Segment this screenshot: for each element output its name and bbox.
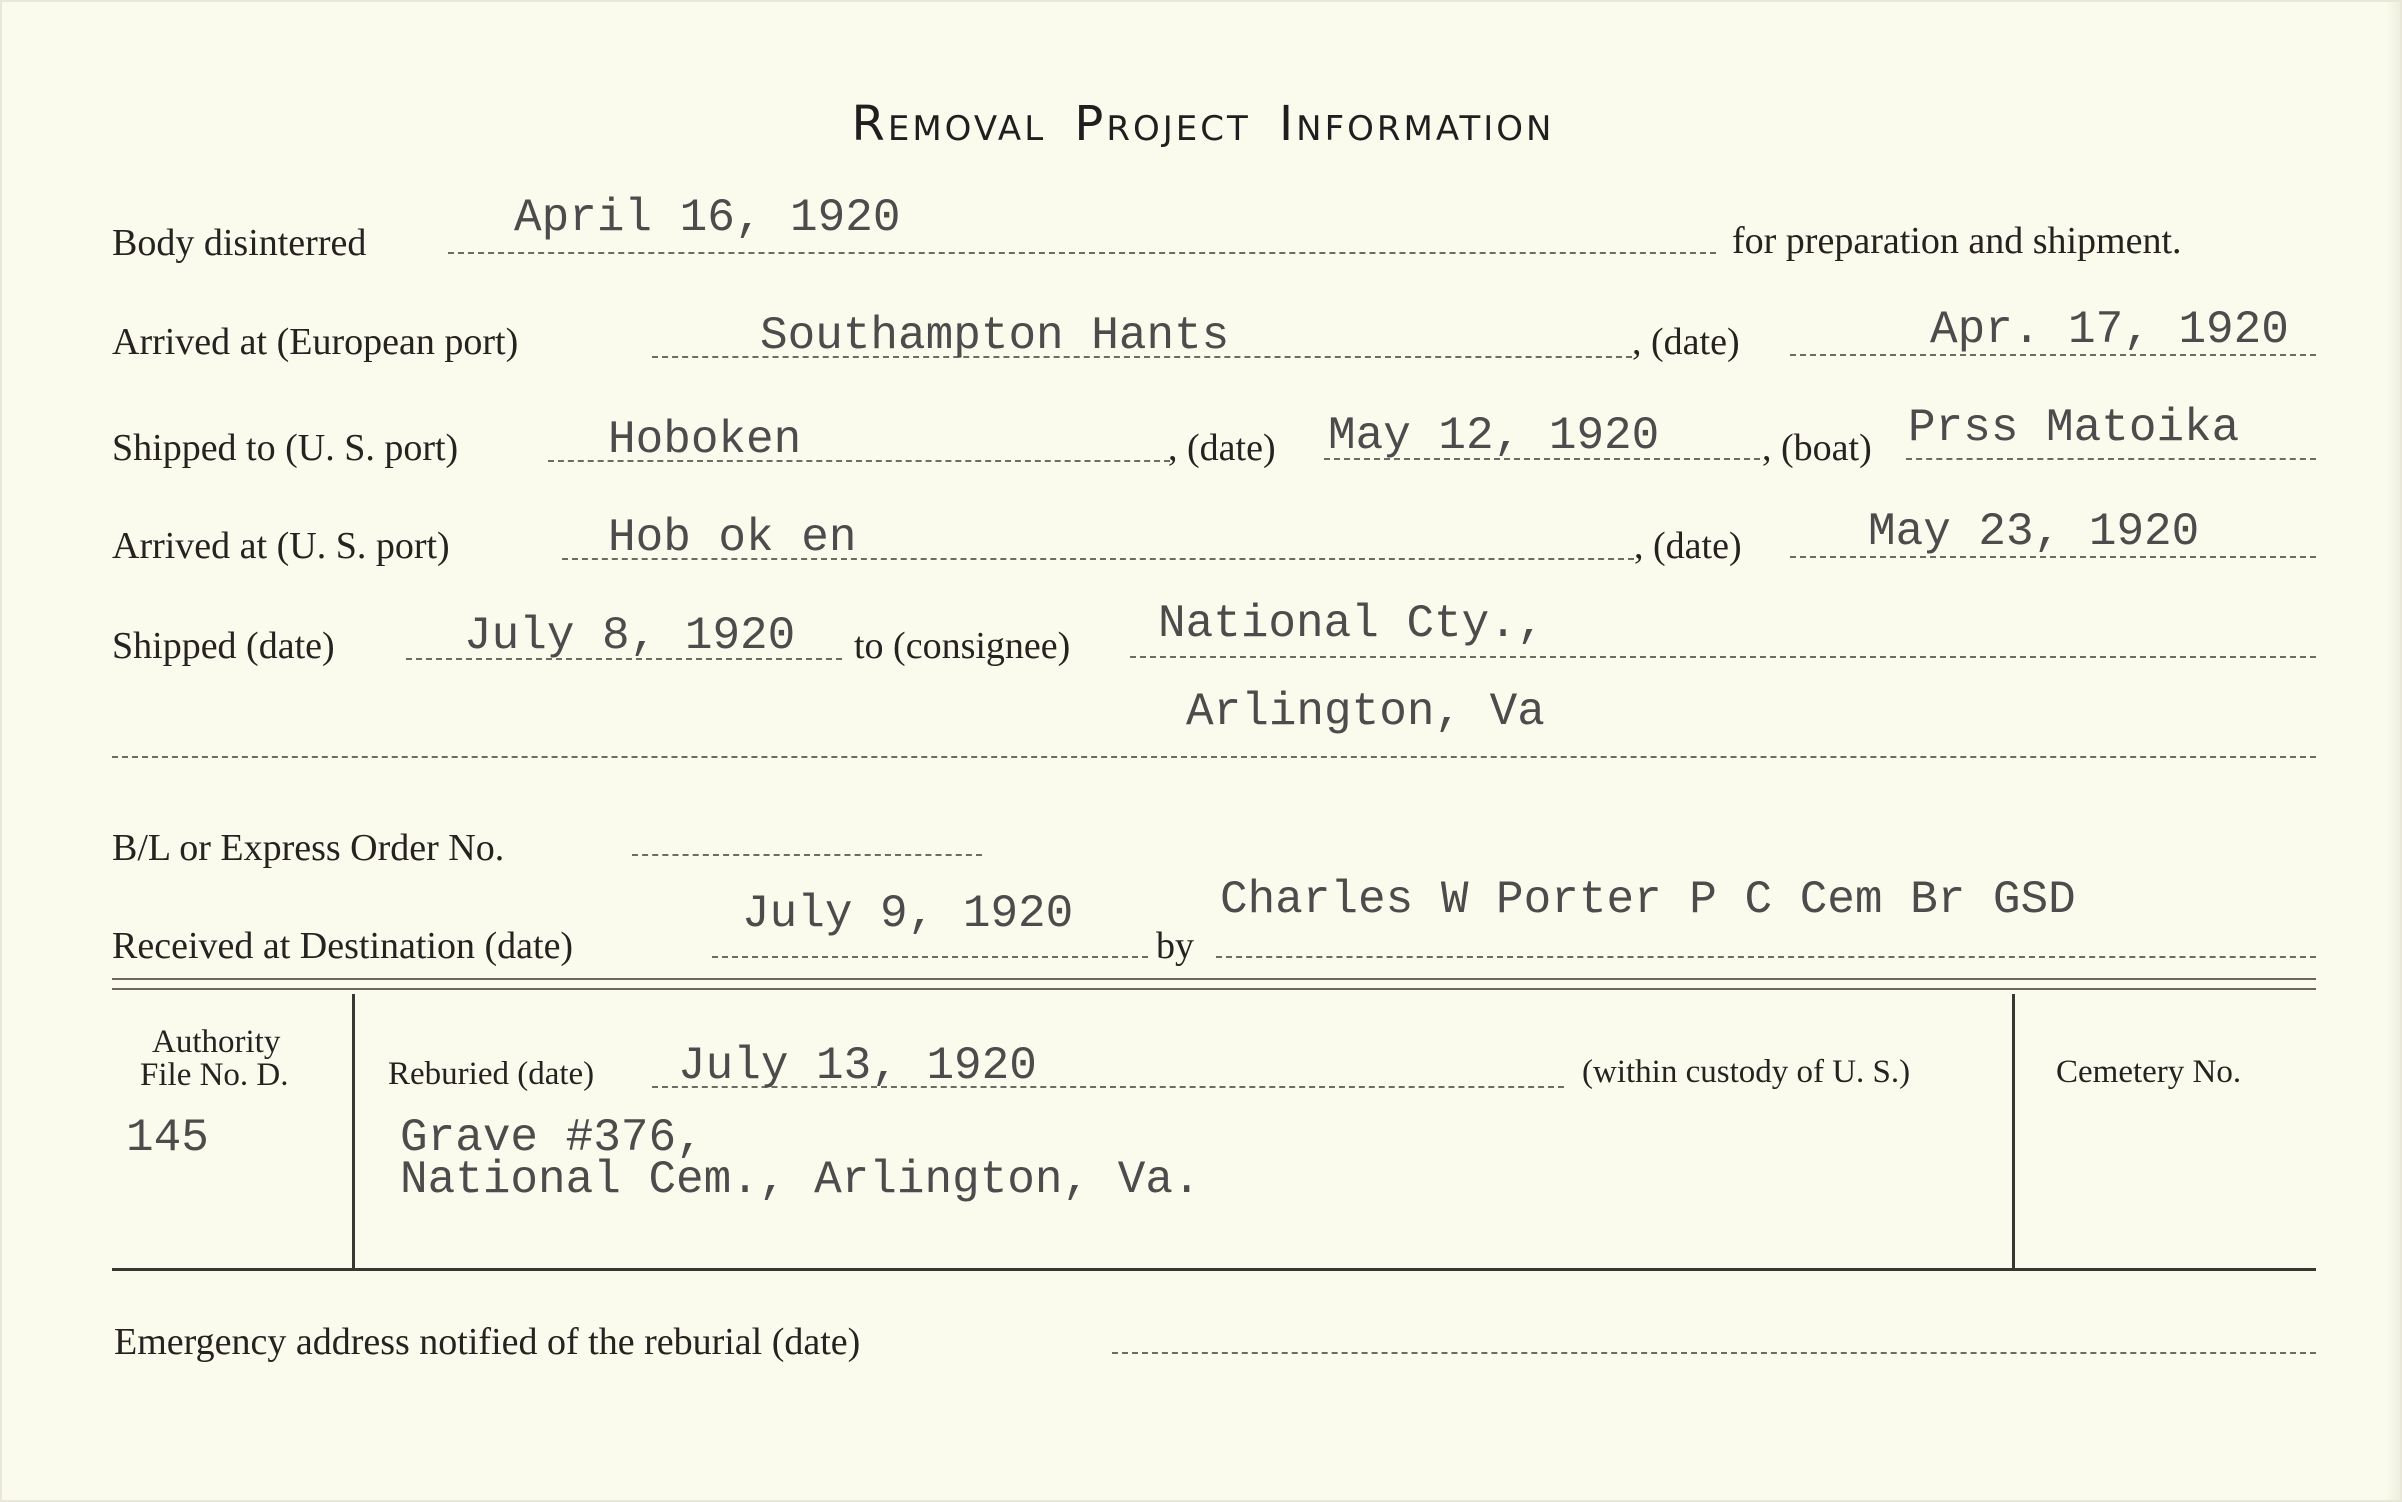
grave-line2: National Cem., Arlington, Va. — [400, 1154, 1201, 1206]
shipped-us-boat-label: , (boat) — [1762, 427, 1872, 469]
emergency-label: Emergency address notified of the reburial (date) — [114, 1321, 861, 1363]
received-line — [712, 956, 1148, 958]
received-by-value: Charles W Porter P C Cem Br GSD — [1220, 874, 2076, 926]
euro-port-date-value: Apr. 17, 1920 — [1930, 304, 2289, 356]
bl-line — [632, 854, 982, 856]
bl-label: B/L or Express Order No. — [112, 827, 505, 869]
consignee-label: to (consignee) — [854, 625, 1071, 667]
reburied-value: July 13, 1920 — [678, 1040, 1037, 1092]
received-by-line — [1216, 956, 2316, 958]
euro-port-value: Southampton Hants — [760, 310, 1230, 362]
authority-label-line2: File No. D. — [140, 1057, 289, 1093]
card-edge-shadow — [2386, 2, 2400, 1500]
shipped-us-boat-value: Prss Matoika — [1908, 402, 2240, 454]
shipped-us-value: Hoboken — [608, 414, 802, 466]
disinterred-line — [448, 252, 1716, 254]
euro-port-date-label: , (date) — [1632, 321, 1740, 363]
section-rule-lower — [112, 988, 2316, 990]
shipped-label: Shipped (date) — [112, 625, 335, 667]
shipped-us-boat-line — [1906, 458, 2316, 460]
disinterred-suffix: for preparation and shipment. — [1732, 220, 2182, 262]
disinterred-label: Body disinterred — [112, 222, 367, 264]
cemetery-label: Cemetery No. — [2056, 1054, 2242, 1090]
shipped-us-label: Shipped to (U. S. port) — [112, 427, 459, 469]
reburied-label: Reburied (date) — [388, 1056, 595, 1092]
authority-label-line1: Authority — [152, 1024, 281, 1060]
received-label: Received at Destination (date) — [112, 925, 574, 967]
received-by-label: by — [1156, 925, 1194, 967]
column-divider-left — [352, 994, 355, 1268]
column-divider-right — [2012, 994, 2015, 1268]
shipped-us-date-label: , (date) — [1168, 427, 1276, 469]
form-title: Removal Project Information — [851, 96, 1555, 152]
arrived-us-value: Hob ok en — [608, 512, 857, 564]
shipped-value: July 8, 1920 — [464, 610, 796, 662]
consignee-extra-line — [112, 756, 2316, 758]
shipped-us-date-value: May 12, 1920 — [1328, 410, 1660, 462]
authority-value: 145 — [126, 1112, 209, 1164]
emergency-line — [1112, 1352, 2316, 1354]
custody-label: (within custody of U. S.) — [1582, 1054, 1911, 1090]
arrived-us-date-label: , (date) — [1634, 525, 1742, 567]
arrived-us-date-value: May 23, 1920 — [1868, 506, 2200, 558]
received-value: July 9, 1920 — [742, 888, 1074, 940]
arrived-us-label: Arrived at (U. S. port) — [112, 525, 450, 567]
disinterred-value: April 16, 1920 — [514, 192, 901, 244]
consignee-line2: Arlington, Va — [1186, 686, 1545, 738]
euro-port-label: Arrived at (European port) — [112, 321, 519, 363]
section-rule-upper — [112, 978, 2316, 980]
consignee-line — [1130, 656, 2316, 658]
consignee-line1: National Cty., — [1158, 598, 1545, 650]
section-rule-bottom — [112, 1268, 2316, 1271]
grave-line1: Grave #376, — [400, 1112, 704, 1164]
